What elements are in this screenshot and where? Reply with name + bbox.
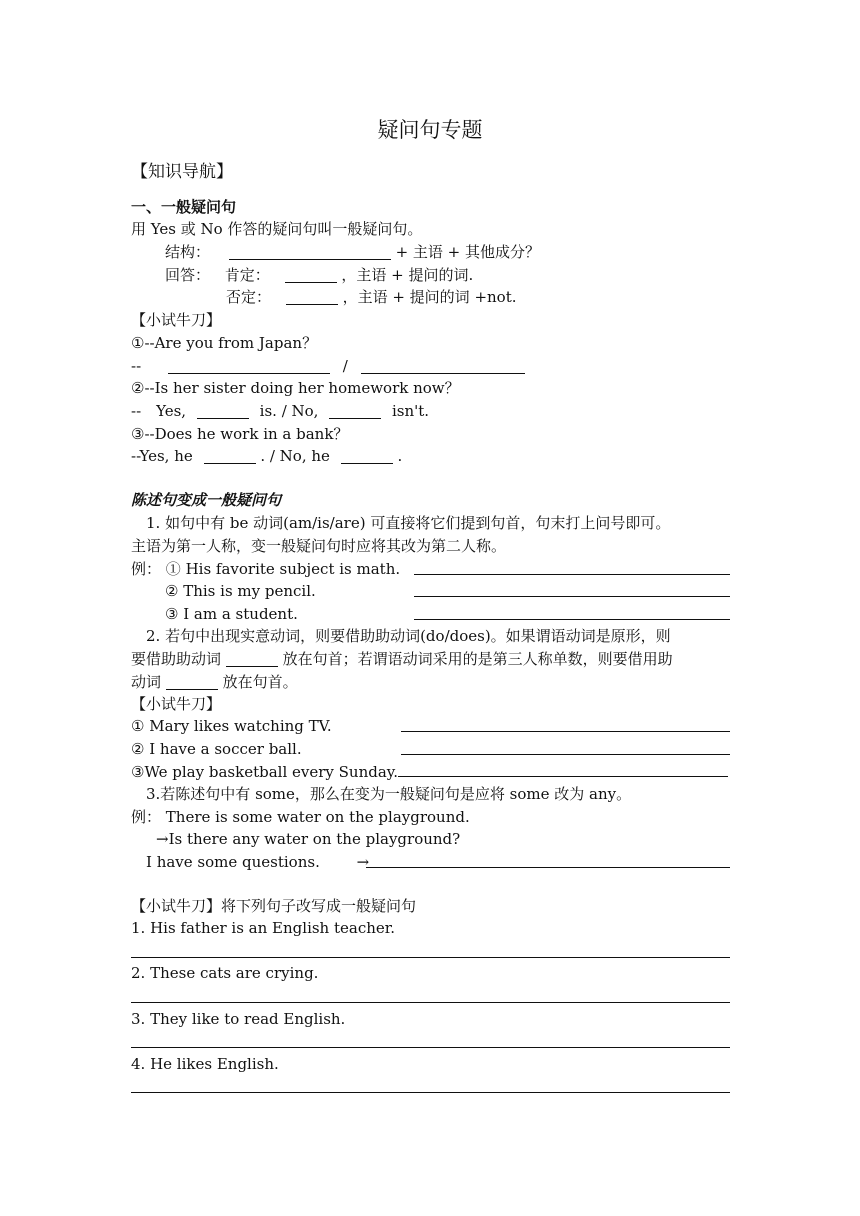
practice-sentence-1: ① Mary likes watching TV. (131, 717, 332, 735)
rule-3-question-blank[interactable] (366, 867, 730, 868)
answer-negative-line (226, 287, 517, 307)
arrow-icon: → (356, 853, 370, 871)
positive-tail: ，主语 + 提问的词. (341, 266, 474, 284)
answer-prefix: -- (131, 357, 142, 375)
page-title: 疑问句专题 (377, 118, 483, 142)
practice-answer-2 (131, 401, 429, 421)
example-1-blank[interactable] (414, 574, 730, 575)
auxiliary-blank[interactable] (166, 674, 218, 690)
final-practice-heading: 【小试牛刀】将下列句子改写成一般疑问句 (131, 897, 417, 915)
example-text: ① His favorite subject is math. (165, 560, 401, 578)
practice-answer-1 (131, 356, 525, 376)
structure-blank[interactable] (229, 244, 391, 260)
final-item-4-answer-line[interactable] (131, 1092, 730, 1093)
positive-blank[interactable] (285, 267, 337, 283)
practice-sentence-3: ③We play basketball every Sunday. (131, 763, 399, 781)
answer-middle: . / No, he (260, 447, 330, 465)
answer-separator: / (342, 357, 348, 375)
practice-sentence-2: ② I have a soccer ball. (131, 740, 302, 758)
final-item-1: 1. His father is an English teacher. (131, 919, 396, 937)
final-item-1-answer-line[interactable] (131, 957, 730, 958)
answer-prefix: --Yes, he (131, 447, 193, 465)
negative-label: 否定： (226, 288, 272, 306)
section-nav-heading: 【知识导航】 (131, 162, 233, 182)
rule-2-line-1: 2. 若句中出现实意动词，则要借助助动词(do/does)。如果谓语动词是原形，则 (146, 627, 671, 645)
rule-text: 要借助助动词 (131, 650, 222, 668)
final-item-3: 3. They like to read English. (131, 1010, 346, 1028)
example-label: 例： (131, 560, 162, 578)
answer-blank[interactable] (197, 403, 249, 419)
rule-3-example-answer: →Is there any water on the playground? (156, 830, 461, 848)
practice-sentence-2-blank[interactable] (401, 754, 730, 755)
answer-blank[interactable] (204, 448, 256, 464)
final-item-4: 4. He likes English. (131, 1055, 279, 1073)
answer-blank[interactable] (341, 448, 393, 464)
example-2: ② This is my pencil. (165, 582, 316, 600)
practice-heading-1: 【小试牛刀】 (131, 311, 222, 329)
rule-3: 3.若陈述句中有 some，那么在变为一般疑问句是应将 some 改为 any。 (146, 785, 632, 803)
answer-middle: is. / No, (259, 402, 319, 420)
practice-answer-3 (131, 446, 402, 466)
practice-question-3: ③--Does he work in a bank？ (131, 425, 349, 443)
structure-tail: + 主语 + 其他成分？ (395, 243, 541, 261)
structure-label: 结构： (165, 243, 211, 261)
general-question-definition: 用 Yes 或 No 作答的疑问句叫一般疑问句。 (131, 220, 423, 238)
final-item-2-answer-line[interactable] (131, 1002, 730, 1003)
answer-tail: . (397, 447, 403, 465)
practice-sentence-1-blank[interactable] (401, 731, 730, 732)
rule-3-question (146, 852, 369, 872)
final-item-3-answer-line[interactable] (131, 1047, 730, 1048)
practice-sentence-3-blank[interactable] (398, 776, 728, 777)
practice-heading-2: 【小试牛刀】 (131, 695, 222, 713)
answer-tail: isn't. (392, 402, 430, 420)
example-3-blank[interactable] (414, 619, 730, 620)
answer-prefix: -- Yes, (131, 402, 187, 420)
rule-text: 动词 (131, 673, 162, 691)
rule-text: 放在句首。 (222, 673, 298, 691)
practice-question-1: ①--Are you from Japan？ (131, 334, 318, 352)
rule-1-line-1: 1. 如句中有 be 动词(am/is/are) 可直接将它们提到句首，句末打上问号即可。 (146, 514, 671, 532)
rule-text: 放在句首；若谓语动词采用的是第三人称单数，则要借用助 (282, 650, 673, 668)
structure-line (165, 242, 540, 262)
question-text: I have some questions. (146, 853, 320, 871)
example-label: 例： (131, 808, 162, 826)
answer-blank[interactable] (361, 358, 525, 374)
final-item-2: 2. These cats are crying. (131, 964, 319, 982)
rule-3-example (131, 807, 470, 827)
example-text: There is some water on the playground. (165, 808, 470, 826)
practice-question-2: ②--Is her sister doing her homework now？ (131, 379, 460, 397)
example-1 (131, 559, 400, 579)
rule-2-line-3 (131, 672, 298, 692)
conversion-heading: 陈述句变成一般疑问句 (131, 491, 282, 509)
positive-label: 肯定： (224, 266, 270, 284)
answer-blank[interactable] (168, 358, 330, 374)
negative-tail: ，主语 + 提问的词 +not. (342, 288, 517, 306)
negative-blank[interactable] (286, 289, 338, 305)
rule-1-line-2: 主语为第一人称，变一般疑问句时应将其改为第二人称。 (131, 537, 507, 555)
rule-2-line-2 (131, 649, 673, 669)
answer-blank[interactable] (329, 403, 381, 419)
general-question-heading: 一、一般疑问句 (131, 198, 237, 216)
example-3: ③ I am a student. (165, 605, 298, 623)
answer-label: 回答： (165, 266, 211, 284)
answer-positive-line (165, 265, 473, 285)
auxiliary-blank[interactable] (226, 651, 278, 667)
example-2-blank[interactable] (414, 596, 730, 597)
